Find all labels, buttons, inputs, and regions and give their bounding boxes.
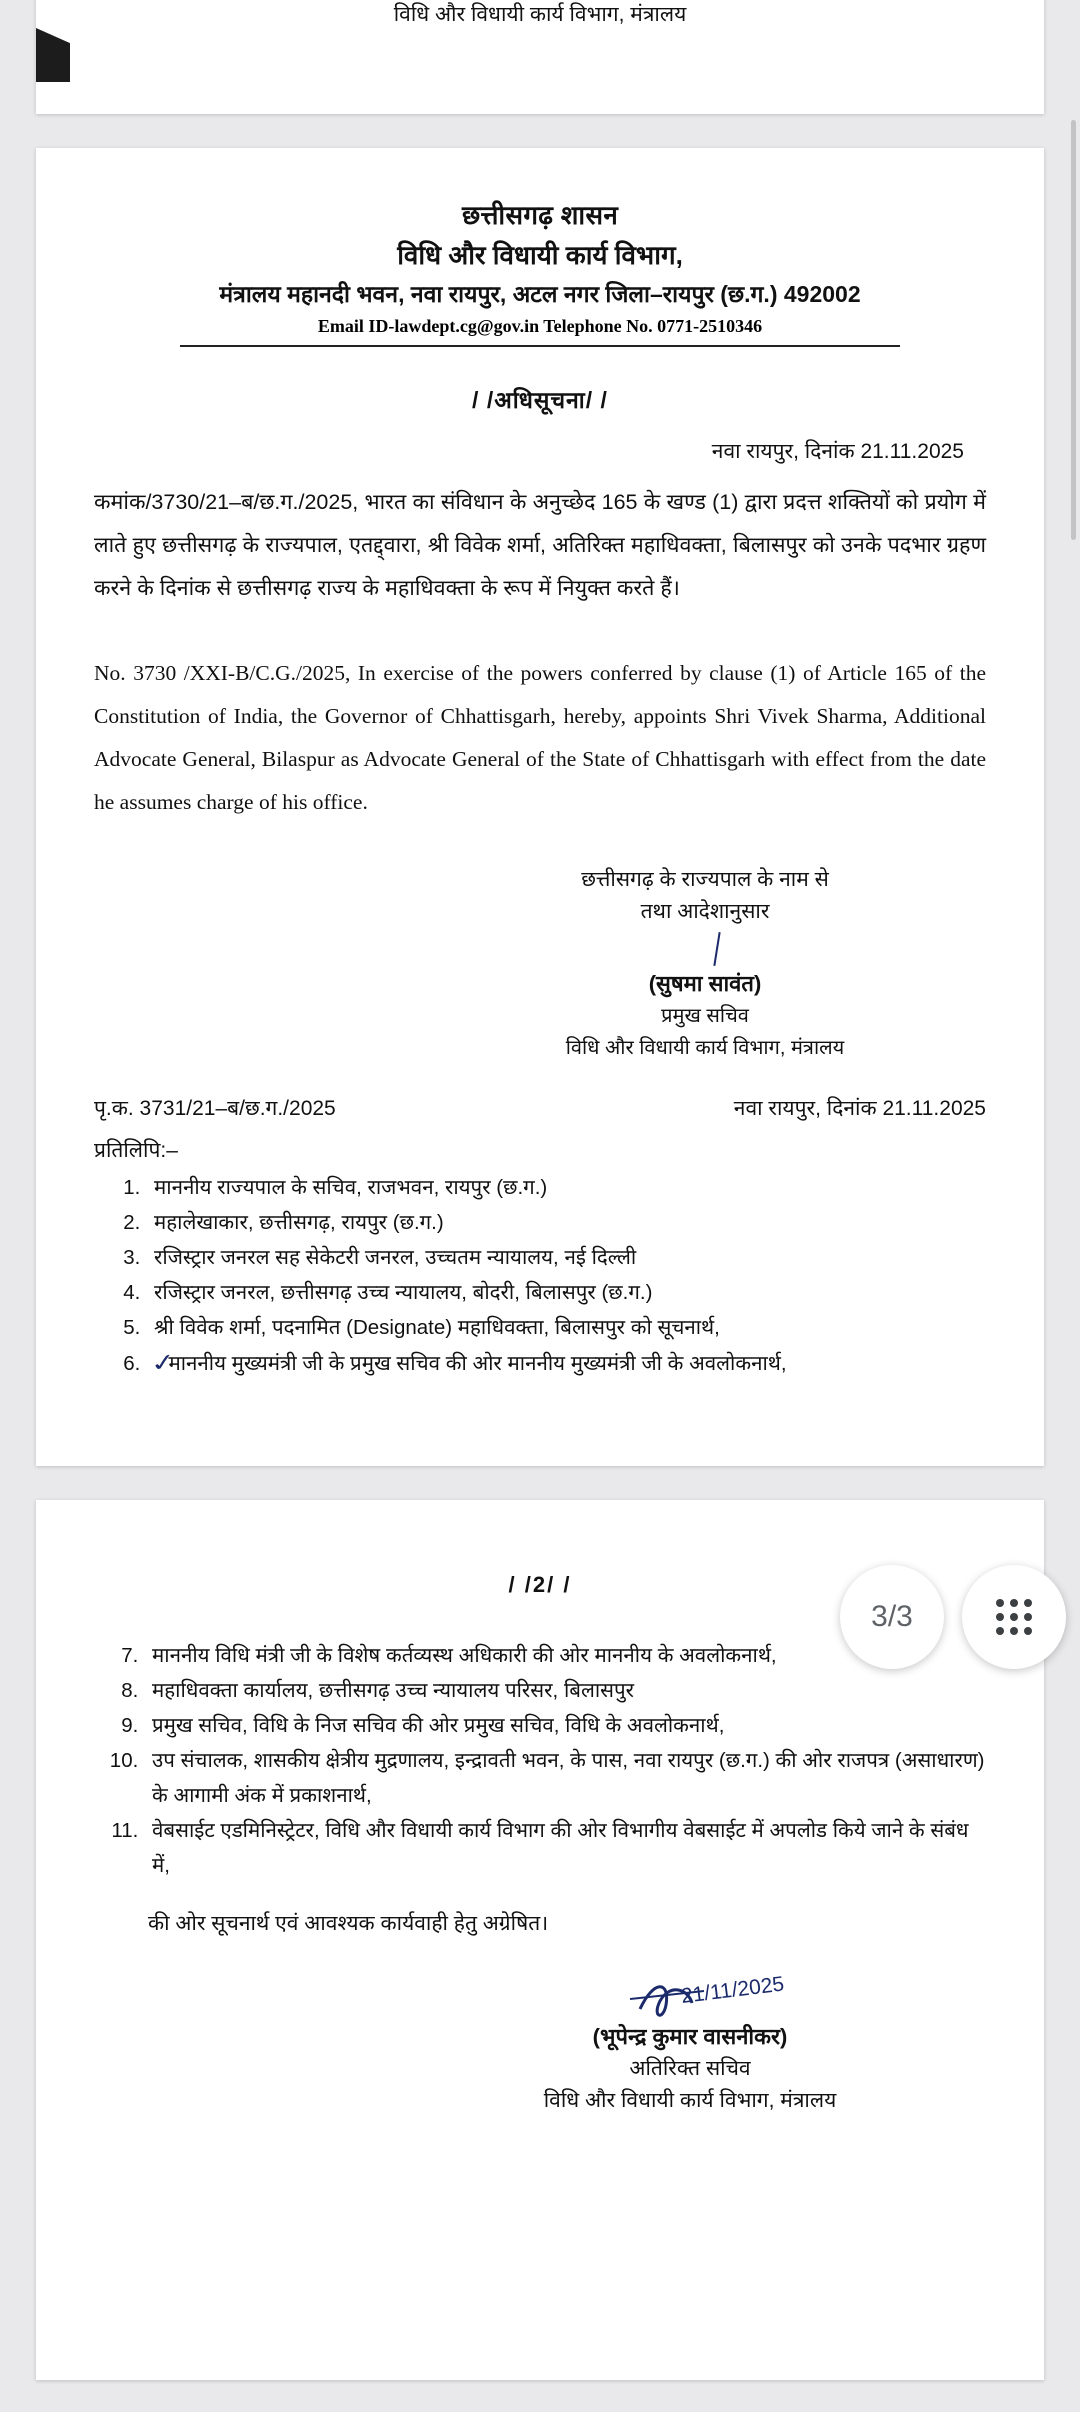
letterhead-contact: Email ID-lawdept.cg@gov.in Telephone No. 0771-2510346 <box>317 316 763 336</box>
closing-line: की ओर सूचनार्थ एवं आवश्यक कार्यवाही हेतु अग्रेषित। <box>148 1912 549 1935</box>
list-item: 7. माननीय विधि मंत्री जी के विशेष कर्तव्यस्थ अधिकारी की ओर माननीय के अवलोकनार्थ, <box>144 1638 986 1673</box>
letterhead-govt: छत्तीसगढ़ शासन <box>461 200 619 230</box>
page-corner-mark <box>36 28 70 82</box>
reference-number: पृ.क. 3731/21–ब/छ.ग./2025 <box>94 1097 336 1120</box>
by-order-line-2: तथा आदेशानुसार <box>640 900 770 923</box>
letterhead <box>94 148 986 347</box>
footer-reference-row <box>94 1094 986 1122</box>
notification-title: / /अधिसूचना/ / <box>472 387 608 413</box>
svg-text:21/11/2025: 21/11/2025 <box>679 1973 786 2008</box>
copy-recipient-list <box>146 1170 986 1381</box>
page-indicator[interactable] <box>840 1565 944 1669</box>
list-item: 1. माननीय राज्यपाल के सचिव, राजभवन, रायपुर (छ.ग.) <box>146 1170 986 1205</box>
letterhead-address: मंत्रालय महानदी भवन, नवा रायपुर, अटल नगर जिला–रायपुर (छ.ग.) 492002 <box>219 281 861 307</box>
list-item: 5. श्री विवेक शर्मा, पदनामित (Designate) महाधिवक्ता, बिलासपुर को सूचनार्थ, <box>146 1310 986 1345</box>
letterhead-department: विधि और विधायी कार्य विभाग, <box>397 240 683 270</box>
copy-to-label: प्रतिलिपि:– <box>94 1139 178 1162</box>
signatory-department: विधि और विधायी कार्य विभाग, मंत्रालय <box>565 1037 845 1059</box>
signatory-department-2: विधि और विधायी कार्य विभाग, मंत्रालय <box>543 2089 837 2112</box>
list-item: 4. रजिस्ट्रार जनरल, छत्तीसगढ़ उच्च न्यायालय, बोदरी, बिलासपुर (छ.ग.) <box>146 1275 986 1310</box>
vertical-scrollbar[interactable] <box>1071 120 1076 540</box>
list-item <box>146 1345 986 1381</box>
signatory-post: प्रमुख सचिव <box>661 1005 749 1027</box>
letterhead-divider <box>180 345 900 347</box>
signatory-post-2: अतिरिक्त सचिव <box>629 2057 751 2080</box>
handwritten-tick-icon: ✓ <box>147 1347 179 1378</box>
list-item: 3. रजिस्ट्रार जनरल सह सेकेटरी जनरल, उच्चतम न्यायालय, नई दिल्ली <box>146 1240 986 1275</box>
document-page-previous <box>36 0 1044 114</box>
list-item-text: माननीय मुख्यमंत्री जी के प्रमुख सचिव की ओर माननीय मुख्यमंत्री जी के अवलोकनार्थ, <box>168 1352 787 1375</box>
handwritten-signature-mark-2 <box>394 1973 986 2021</box>
document-page-main <box>36 148 1044 1466</box>
signature-block-page2 <box>94 1973 986 2117</box>
signature-block <box>94 864 986 1064</box>
by-order-line-1: छत्तीसगढ़ के राज्यपाल के नाम से <box>581 868 829 891</box>
signatory-name: (सुषमा सावंत) <box>648 971 762 996</box>
grid-dots-icon <box>996 1599 1032 1635</box>
copy-recipient-list-continued <box>144 1638 986 1883</box>
notification-body-hindi: कमांक/3730/21–ब/छ.ग./2025, भारत का संविधान के अनुच्छेद 165 के खण्ड (1) द्वारा प्रदत्त शक्तियों को प्रयोग में लाते हुए छत्तीसगढ़ के राज्यपाल, एतद्द्वारा, श्री विवेक शर्मा, अतिरिक्त महाधिवक्ता, बिलासपुर को उनके पदभार ग्रहण करने के दिनांक से छत्तीसगढ़ राज्य के महाधिवक्ता के रूप में नियुक्त करते हैं। <box>94 490 986 600</box>
notification-body-english: No. 3730 /XXI-B/C.G./2025, In exercise of the powers conferred by clause (1) of Article 165 of the Constitution of India, the Governor of Chhattisgarh, hereby, appoints Shri Vivek Sharma, Additional Advocate General, Bilaspur as Advocate General of the State of Chhattisgarh with effect from the date he assumes charge of his office. <box>94 661 986 814</box>
notification-dateline: नवा रायपुर, दिनांक 21.11.2025 <box>711 440 964 463</box>
list-item: 10. उप संचालक, शासकीय क्षेत्रीय मुद्रणालय, इन्द्रावती भवन, के पास, नवा रायपुर (छ.ग.) की ओर राजपत्र (असाधारण) के आगामी अंक में प्रकाशनार्थ, <box>144 1743 986 1813</box>
list-item: 2. महालेखाकार, छत्तीसगढ़, रायपुर (छ.ग.) <box>146 1205 986 1240</box>
footer-place-date: नवा रायपुर, दिनांक 21.11.2025 <box>733 1097 986 1120</box>
grid-view-button[interactable] <box>962 1565 1066 1669</box>
list-item: 8. महाधिवक्ता कार्यालय, छत्तीसगढ़ उच्च न्यायालय परिसर, बिलासपुर <box>144 1673 986 1708</box>
list-item: 9. प्रमुख सचिव, विधि के निज सचिव की ओर प्रमुख सचिव, विधि के अवलोकनार्थ, <box>144 1708 986 1743</box>
signatory-name-2: (भूपेन्द्र कुमार वासनीकर) <box>592 2024 788 2049</box>
handwritten-signature-mark <box>424 928 986 968</box>
list-item: 11. वेबसाईट एडमिनिस्ट्रेटर, विधि और विधायी कार्य विभाग की ओर विभागीय वेबसाईट में अपलोड किये जाने के संबंध में, <box>144 1813 986 1883</box>
page-number-mark: / /2/ / <box>508 1572 572 1597</box>
page-indicator-label: 3/3 <box>871 1600 913 1633</box>
prev-page-signature-dept: विधि और विधायी कार्य विभाग, मंत्रालय <box>393 3 687 26</box>
